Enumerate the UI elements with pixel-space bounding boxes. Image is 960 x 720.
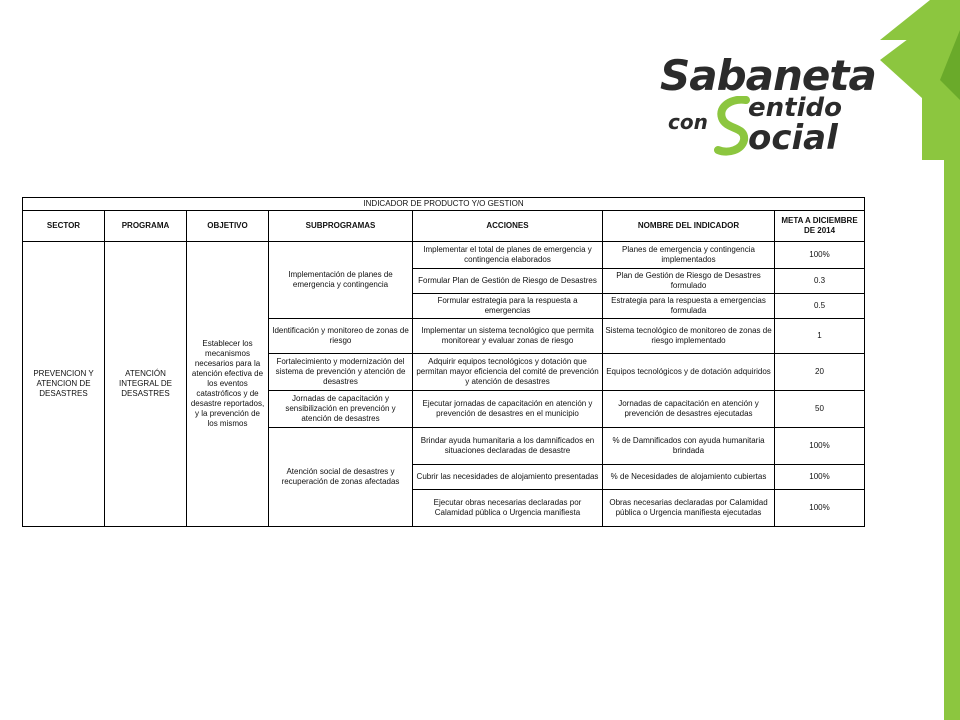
- subprograma-cell: Identificación y monitoreo de zonas de riesgo: [269, 319, 413, 354]
- indicador-cell: Jornadas de capacitación en atención y prevención de desastres ejecutadas: [603, 391, 775, 428]
- table-title: INDICADOR DE PRODUCTO Y/O GESTION: [23, 198, 865, 211]
- indicador-cell: Planes de emergencia y contingencia implementados: [603, 242, 775, 269]
- logo-line-entido: entido: [748, 93, 842, 123]
- sabaneta-logo: [660, 51, 876, 158]
- accion-cell: Implementar el total de planes de emergencia y contingencia elaborados: [413, 242, 603, 269]
- accion-cell: Adquirir equipos tecnológicos y dotación que permitan mayor eficiencia del comité de prevención y atención de desastres: [413, 354, 603, 391]
- green-chevron-decoration: [870, 0, 960, 720]
- subprograma-cell: Implementación de planes de emergencia y contingencia: [269, 242, 413, 319]
- sector-cell: PREVENCION Y ATENCION DE DESASTRES: [23, 242, 105, 527]
- header-programa: PROGRAMA: [105, 211, 187, 242]
- logo-swoosh-icon: [712, 96, 752, 156]
- indicators-table: [22, 197, 865, 527]
- accion-cell: Cubrir las necesidades de alojamiento presentadas: [413, 465, 603, 490]
- accion-cell: Ejecutar jornadas de capacitación en atención y prevención de desastres en el municipio: [413, 391, 603, 428]
- header-sector: SECTOR: [23, 211, 105, 242]
- meta-cell: 50: [775, 391, 865, 428]
- table-row: [23, 242, 865, 269]
- meta-cell: 100%: [775, 465, 865, 490]
- logo-line-sabaneta: Sabaneta: [660, 51, 876, 100]
- programa-cell: ATENCIÓN INTEGRAL DE DESASTRES: [105, 242, 187, 527]
- indicador-cell: Plan de Gestión de Riesgo de Desastres formulado: [603, 269, 775, 294]
- accion-cell: Ejecutar obras necesarias declaradas por Calamidad pública o Urgencia manifiesta: [413, 490, 603, 527]
- subprograma-cell: Atención social de desastres y recuperación de zonas afectadas: [269, 428, 413, 527]
- indicador-cell: Sistema tecnológico de monitoreo de zonas de riesgo implementado: [603, 319, 775, 354]
- meta-cell: 100%: [775, 428, 865, 465]
- accion-cell: Formular estrategia para la respuesta a emergencias: [413, 294, 603, 319]
- indicador-cell: Obras necesarias declaradas por Calamidad pública o Urgencia manifiesta ejecutadas: [603, 490, 775, 527]
- header-subprogramas: SUBPROGRAMAS: [269, 211, 413, 242]
- subprograma-cell: Jornadas de capacitación y sensibilización en prevención y atención de desastres: [269, 391, 413, 428]
- objetivo-cell: Establecer los mecanismos necesarios para la atención efectiva de los eventos catastróficos y de desastre reportados, y la prevención de los mismos: [187, 242, 269, 527]
- indicador-cell: % de Necesidades de alojamiento cubiertas: [603, 465, 775, 490]
- accion-cell: Formular Plan de Gestión de Riesgo de Desastres: [413, 269, 603, 294]
- indicador-cell: Equipos tecnológicos y de dotación adquiridos: [603, 354, 775, 391]
- meta-cell: 100%: [775, 242, 865, 269]
- meta-cell: 0.5: [775, 294, 865, 319]
- logo-line-ocial: ocial: [748, 118, 838, 158]
- subprograma-cell: Fortalecimiento y modernización del sistema de prevención y atención de desastres: [269, 354, 413, 391]
- meta-cell: 20: [775, 354, 865, 391]
- header-indicador: NOMBRE DEL INDICADOR: [603, 211, 775, 242]
- logo-line-con: con: [668, 110, 708, 134]
- meta-cell: 1: [775, 319, 865, 354]
- header-meta: META A DICIEMBRE DE 2014: [775, 211, 865, 242]
- indicador-cell: Estrategia para la respuesta a emergencias formulada: [603, 294, 775, 319]
- header-objetivo: OBJETIVO: [187, 211, 269, 242]
- meta-cell: 100%: [775, 490, 865, 527]
- accion-cell: Implementar un sistema tecnológico que permita monitorear y evaluar zonas de riesgo: [413, 319, 603, 354]
- meta-cell: 0.3: [775, 269, 865, 294]
- accion-cell: Brindar ayuda humanitaria a los damnificados en situaciones declaradas de desastre: [413, 428, 603, 465]
- header-acciones: ACCIONES: [413, 211, 603, 242]
- indicador-cell: % de Damnificados con ayuda humanitaria brindada: [603, 428, 775, 465]
